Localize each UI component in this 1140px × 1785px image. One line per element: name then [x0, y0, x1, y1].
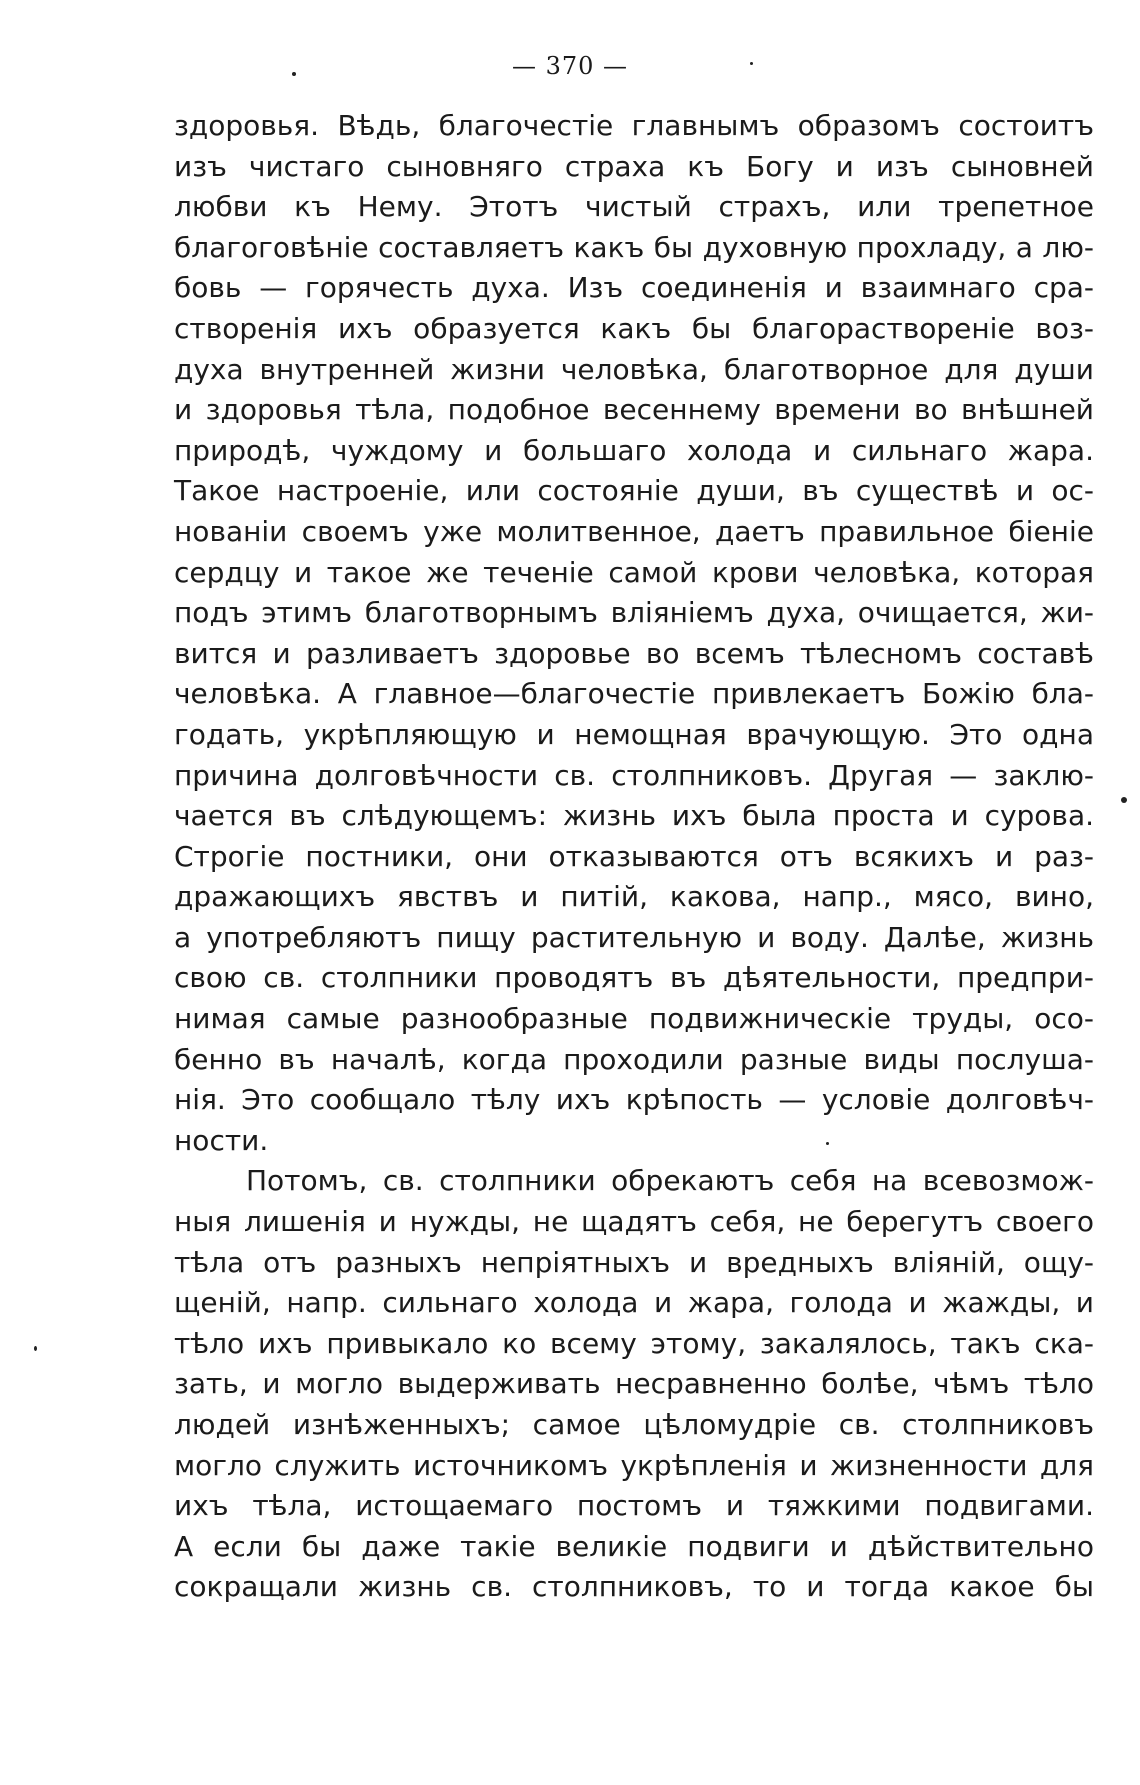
- text-line: створенія ихъ образуется какъ бы благорастворенiе воз-: [174, 311, 1094, 345]
- text-line: и здоровья тѣла, подобное весеннему времени во внѣшней: [174, 393, 1094, 427]
- scan-speck: [292, 72, 296, 76]
- text-line: чается въ слѣдующемъ: жизнь ихъ была проста и сурова.: [174, 799, 1094, 833]
- text-line: вится и разливаетъ здоровье во всемъ тѣлесномъ составѣ: [174, 636, 1094, 670]
- text-line: людей изнѣженныхъ; самое цѣломудріе св. столпниковъ: [174, 1408, 1094, 1441]
- text-line: изъ чистаго сыновняго страха къ Богу и изъ сыновней: [174, 149, 1094, 183]
- text-line: нованіи своемъ уже молитвенное, даетъ правильное біеніе: [174, 514, 1094, 548]
- text-line: сердцу и такое же теченіе самой крови человѣка, которая: [174, 555, 1094, 589]
- text-line: годать, укрѣпляющую и немощная врачующую. Это одна: [174, 717, 1094, 751]
- text-line: здоровья. Вѣдь, благочестіе главнымъ образомъ состоитъ: [174, 109, 1094, 142]
- text-line: любви къ Нему. Этотъ чистый страхъ, или трепетное: [174, 190, 1094, 224]
- scan-speck: [1121, 797, 1127, 803]
- text-line: подъ этимъ благотворнымъ вліяніемъ духа, очищается, жи-: [174, 596, 1094, 630]
- text-line: А если бы даже такіе великіе подвиги и дѣйствительно: [174, 1529, 1094, 1563]
- text-line: а употребляютъ пищу растительную и воду. Далѣе, жизнь: [174, 920, 1094, 954]
- text-line: нія. Это сообщало тѣлу ихъ крѣпость — условіе долговѣч-: [174, 1083, 1094, 1117]
- text-line: нимая самые разнообразные подвижническіе труды, осо-: [174, 1002, 1094, 1036]
- body-text: [174, 106, 1094, 1608]
- page-number: — 370 —: [511, 52, 629, 80]
- text-line: могло служить источникомъ укрѣпленія и жизненности для: [174, 1448, 1094, 1482]
- text-line: духа внутренней жизни человѣка, благотворное для души: [174, 352, 1094, 386]
- text-line: Такое настроеніе, или состояніе души, въ существѣ и ос-: [174, 474, 1094, 508]
- text-line: ныя лишенія и нужды, не щадятъ себя, не берегутъ своего: [174, 1205, 1094, 1239]
- scan-speck: [34, 1346, 37, 1351]
- paragraph-2: [174, 1161, 1094, 1608]
- text-line: Потомъ, св. столпники обрекаютъ себя на всевозмож-: [246, 1164, 1094, 1198]
- text-line: сокращали жизнь св. столпниковъ, то и тогда какое бы: [174, 1570, 1094, 1604]
- text-line: причина долговѣчности св. столпниковъ. Другая — заклю-: [174, 758, 1094, 792]
- text-line: щеній, напр. сильнаго холода и жара, голода и жажды, и: [174, 1286, 1094, 1320]
- text-line: человѣка. А главное—благочестіе привлекаетъ Божію бла-: [174, 677, 1094, 711]
- text-line: ности.: [174, 1123, 269, 1157]
- text-line: бовь — горячесть духа. Изъ соединенія и взаимнаго сра-: [174, 271, 1094, 305]
- paragraph-1: [174, 106, 1094, 1161]
- text-line: тѣло ихъ привыкало ко всему этому, закалялось, такъ ска-: [174, 1326, 1094, 1360]
- text-line: бенно въ началѣ, когда проходили разные виды послуша-: [174, 1042, 1094, 1076]
- text-line: Строгіе постники, они отказываются отъ всякихъ и раз-: [174, 839, 1094, 873]
- text-line: природѣ, чуждому и большаго холода и сильнаго жара.: [174, 433, 1094, 467]
- text-line: ихъ тѣла, истощаемаго постомъ и тяжкими подвигами.: [174, 1489, 1094, 1523]
- text-line: тѣла отъ разныхъ непріятныхъ и вредныхъ вліяній, ощу-: [174, 1245, 1094, 1279]
- text-line: свою св. столпники проводятъ въ дѣятельности, предпри-: [174, 961, 1094, 995]
- text-line: благоговѣніе составляетъ какъ бы духовную прохладу, а лю-: [174, 230, 1094, 264]
- text-line: дражающихъ явствъ и питій, какова, напр., мясо, вино,: [174, 880, 1094, 914]
- scan-speck: [826, 1142, 829, 1145]
- scan-speck: [750, 62, 753, 65]
- text-line: зать, и могло выдерживать несравненно болѣе, чѣмъ тѣло: [174, 1367, 1094, 1401]
